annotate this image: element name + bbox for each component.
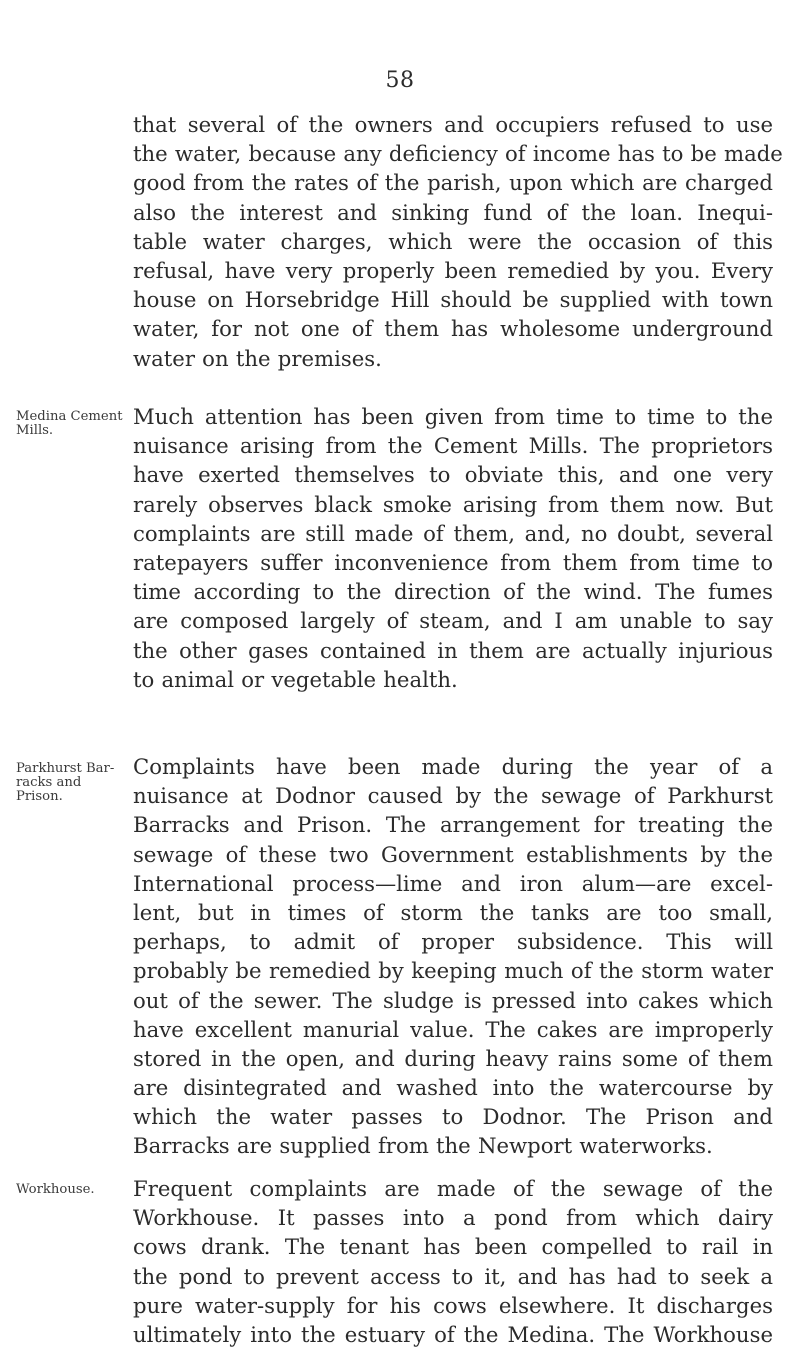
text-line: Frequent complaints are made of the sewage of the	[133, 1176, 773, 1201]
text-line: the water, because any deficiency of income has to be made	[133, 141, 783, 167]
paragraph-cement-mills	[133, 404, 773, 696]
text-line: Workhouse. It passes into a pond from which dairy	[133, 1205, 773, 1231]
text-line: cows drank. The tenant has been compelled to rail in	[133, 1234, 773, 1260]
text-line: pure water-supply for his cows elsewhere. It discharges	[133, 1292, 773, 1318]
text-line: Barracks and Prison. The arrangement for treating the	[133, 812, 773, 838]
text-line: ultimately into the estuary of the Medina. The Workhouse	[133, 1321, 773, 1347]
text-line: that several of the owners and occupiers refused to use	[133, 112, 773, 137]
margin-note-parkhurst-barracks-prison	[16, 762, 124, 804]
text-line: perhaps, to admit of proper subsidence. This will	[133, 929, 773, 955]
text-line: rarely observes black smoke arising from them now. But	[133, 491, 773, 517]
text-line: which the water passes to Dodnor. The Prison and	[133, 1104, 773, 1130]
margin-note-line: Workhouse.	[16, 1182, 95, 1197]
text-line: sewage of these two Government establishments by the	[133, 841, 773, 867]
margin-note-line: Parkhurst Bar-	[16, 761, 115, 776]
text-line: table water charges, which were the occasion of this	[133, 228, 773, 254]
text-line: good from the rates of the parish, upon which are charged	[133, 170, 773, 196]
text-line: Much attention has been given from time to time to the	[133, 404, 773, 429]
text-line: the pond to prevent access to it, and has had to seek a	[133, 1263, 773, 1289]
page-number: 58	[385, 68, 415, 93]
margin-note-line: Prison.	[16, 789, 63, 804]
text-line: also the interest and sinking fund of the loan. Inequi-	[133, 199, 773, 225]
text-line: out of the sewer. The sludge is pressed into cakes which	[133, 987, 773, 1013]
text-line: water, for not one of them has wholesome underground	[133, 316, 773, 342]
text-line: nuisance arising from the Cement Mills. The proprietors	[133, 433, 773, 459]
text-line: probably be remedied by keeping much of the storm water	[133, 958, 773, 984]
text-line: are composed largely of steam, and I am unable to say	[133, 608, 773, 634]
text-line: have exerted themselves to obviate this, and one very	[133, 462, 773, 488]
text-line: refusal, have very properly been remedied by you. Every	[133, 257, 773, 283]
margin-note-line: Medina Cement	[16, 409, 123, 424]
margin-note-medina-cement-mills	[16, 410, 124, 438]
text-line: nuisance at Dodnor caused by the sewage of Parkhurst	[133, 783, 773, 809]
margin-note-line: Mills.	[16, 423, 54, 438]
margin-note-workhouse	[16, 1183, 124, 1197]
paragraph-workhouse	[133, 1176, 773, 1351]
text-line: to animal or vegetable health.	[133, 666, 458, 692]
text-line: lent, but in times of storm the tanks are too small,	[133, 899, 773, 925]
text-line: Complaints have been made during the year of a	[133, 754, 773, 779]
text-line: ratepayers suffer inconvenience from them from time to	[133, 549, 773, 575]
text-line: are disintegrated and washed into the watercourse by	[133, 1075, 773, 1101]
text-line: house on Horsebridge Hill should be supplied with town	[133, 287, 773, 313]
paragraph-water-charges	[133, 112, 783, 375]
text-line: International process—lime and iron alum—are excel-	[133, 870, 773, 896]
text-line: have excellent manurial value. The cakes are improperly	[133, 1016, 773, 1042]
margin-note-line: racks and	[16, 775, 82, 790]
text-line: complaints are still made of them, and, no doubt, several	[133, 520, 773, 546]
text-line: time according to the direction of the wind. The fumes	[133, 579, 773, 605]
text-line: water on the premises.	[133, 345, 382, 371]
text-line: Barracks are supplied from the Newport waterworks.	[133, 1133, 713, 1159]
text-line: the other gases contained in them are actually injurious	[133, 637, 773, 663]
text-line: stored in the open, and during heavy rains some of them	[133, 1045, 773, 1071]
paragraph-parkhurst	[133, 754, 773, 1163]
